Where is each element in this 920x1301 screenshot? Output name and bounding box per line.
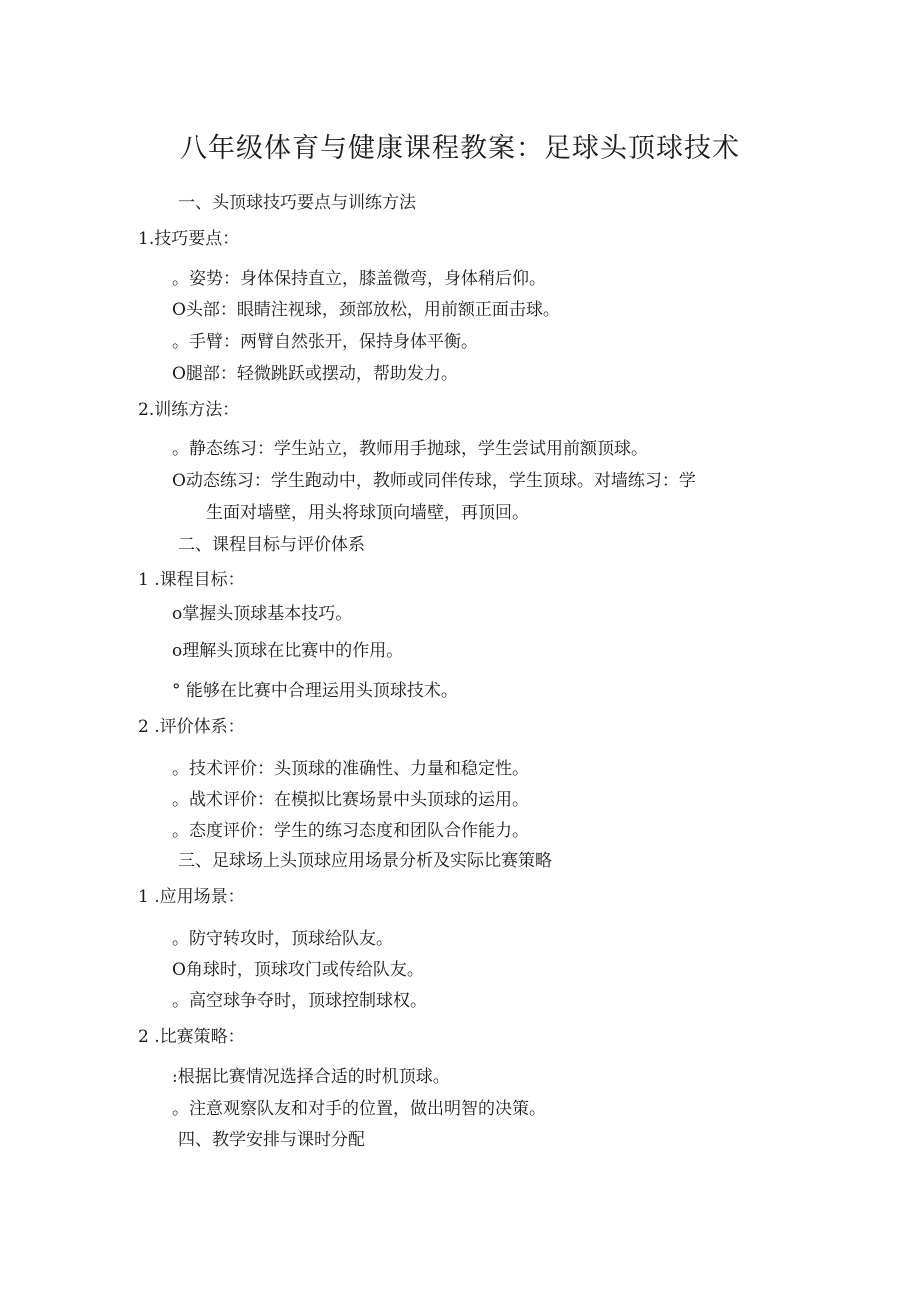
list-item: O动态练习：学生跑动中，教师或同伴传球，学生顶球。对墙练习：学 [172, 471, 696, 491]
list-item: 。战术评价：在模拟比赛场景中头顶球的运用。 [172, 790, 529, 810]
list-item: 。态度评价：学生的练习态度和团队合作能力。 [172, 821, 529, 841]
subsection-label: 1 .应用场景： [138, 887, 245, 907]
list-item: 。静态练习：学生站立，教师用手抛球，学生尝试用前额顶球。 [172, 439, 648, 459]
list-item: o理解头顶球在比赛中的作用。 [172, 641, 404, 661]
list-item: O腿部：轻微跳跃或摆动，帮助发力。 [172, 364, 458, 384]
list-item: 。手臂：两臂自然张开，保持身体平衡。 [172, 332, 478, 352]
section-heading-1: 一、头顶球技巧要点与训练方法 [178, 193, 416, 213]
document-title: 八年级体育与健康课程教案：足球头顶球技术 [180, 133, 740, 164]
section-heading-2: 二、课程目标与评价体系 [178, 535, 365, 555]
subsection-label: 1.技巧要点： [138, 229, 240, 249]
subsection-label: 2 .评价体系： [138, 717, 245, 737]
section-heading-4: 四、教学安排与课时分配 [178, 1130, 365, 1150]
list-item-continuation: 生面对墙壁，用头将球顶向墙壁，再顶回。 [206, 503, 529, 523]
list-item: O头部：眼睛注视球，颈部放松，用前额正面击球。 [172, 300, 560, 320]
list-item: ° 能够在比赛中合理运用头顶球技术。 [172, 681, 458, 701]
list-item: 。注意观察队友和对手的位置，做出明智的决策。 [172, 1099, 546, 1119]
list-item: 。防守转攻时，顶球给队友。 [172, 929, 393, 949]
subsection-label: 2 .比赛策略： [138, 1027, 245, 1047]
list-item: 。技术评价：头顶球的准确性、力量和稳定性。 [172, 759, 529, 779]
section-heading-3: 三、足球场上头顶球应用场景分析及实际比赛策略 [178, 851, 552, 871]
subsection-label: 1 .课程目标： [138, 570, 245, 590]
list-item: 。姿势：身体保持直立，膝盖微弯，身体稍后仰。 [172, 269, 546, 289]
list-item: o掌握头顶球基本技巧。 [172, 604, 353, 624]
list-item: O角球时，顶球攻门或传给队友。 [172, 960, 424, 980]
subsection-label: 2.训练方法： [138, 400, 240, 420]
list-item: 。高空球争夺时，顶球控制球权。 [172, 991, 427, 1011]
list-item: :根据比赛情况选择合适的时机顶球。 [172, 1067, 450, 1087]
